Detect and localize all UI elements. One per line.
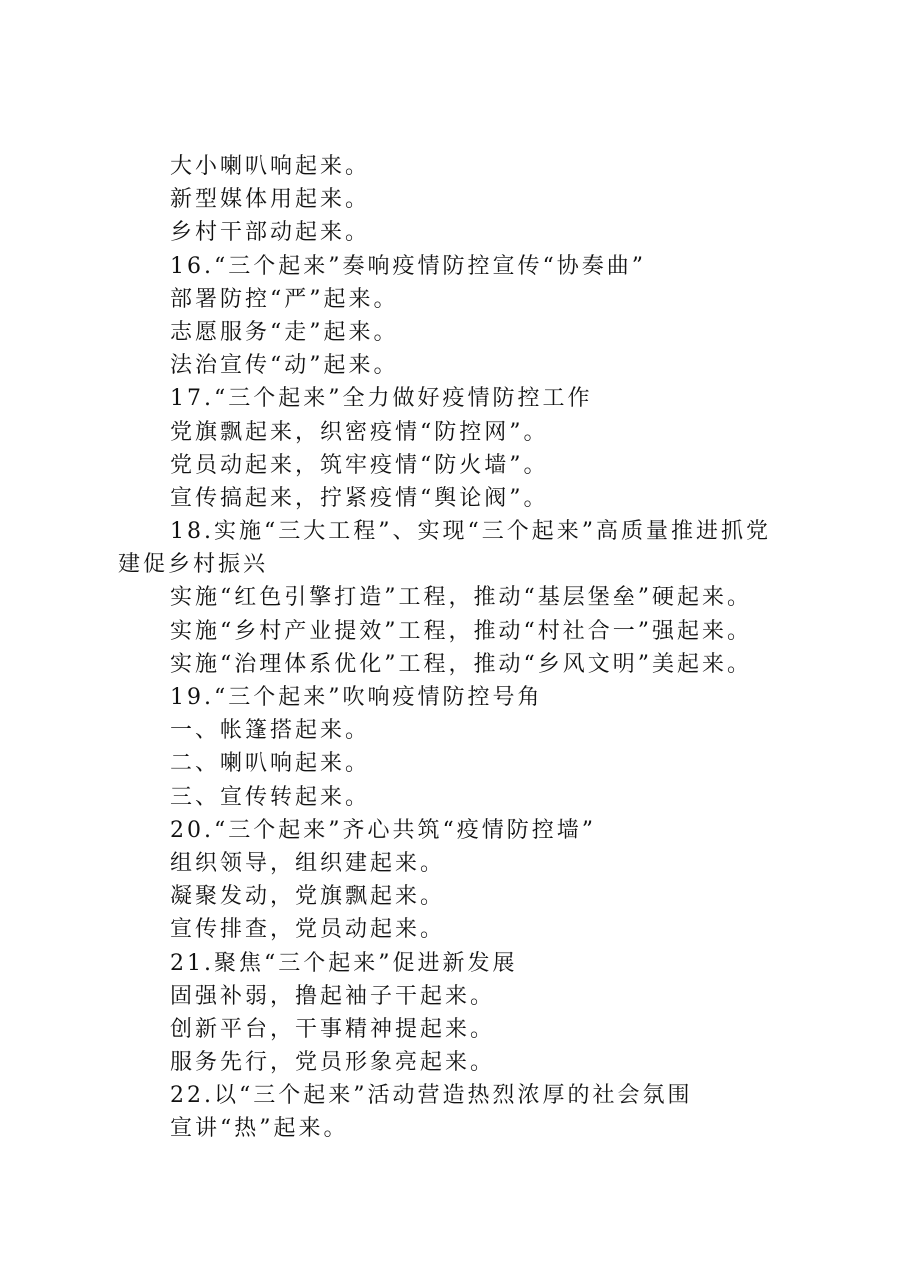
text-line: 固强补弱，撸起袖子干起来。 [170,983,496,1009]
section-heading-19: 19.“三个起来”吹响疫情防控号角 [170,685,543,710]
text-line: 服务先行，党员形象亮起来。 [170,1050,496,1076]
text-line: 二、喇叭响起来。 [170,751,371,777]
text-line: 一、帐篷搭起来。 [170,718,371,744]
text-line: 实施“乡村产业提效”工程，推动“村社合一”强起来。 [170,618,752,644]
section-heading-22: 22.以“三个起来”活动营造热烈浓厚的社会氛围 [170,1083,693,1109]
section-heading-18-continued: 建促乡村振兴 [118,552,269,578]
text-line: 凝聚发动，党旗飘起来。 [170,884,446,910]
section-heading-17: 17.“三个起来”全力做好疫情防控工作 [170,386,593,412]
text-line: 宣传搞起来，拧紧疫情“舆论阀”。 [170,485,549,511]
text-line: 新型媒体用起来。 [170,187,371,213]
text-line: 乡村干部动起来。 [170,220,371,246]
section-heading-21: 21.聚焦“三个起来”促进新发展 [170,950,518,976]
section-heading-16: 16.“三个起来”奏响疫情防控宣传“协奏曲” [170,253,646,279]
text-line: 部署防控“严”起来。 [170,286,399,312]
text-line: 党旗飘起来，织密疫情“防控网”。 [170,419,549,445]
text-line: 实施“红色引擎打造”工程，推动“基层堡垒”硬起来。 [170,585,752,611]
text-line: 宣传排查，党员动起来。 [170,917,446,943]
text-line: 法治宣传“动”起来。 [170,353,399,379]
document-body [0,150,909,1146]
text-line: 志愿服务“走”起来。 [170,319,399,345]
text-line: 党员动起来，筑牢疫情“防火墙”。 [170,452,549,478]
text-line: 组织领导，组织建起来。 [170,850,446,876]
section-heading-20: 20.“三个起来”齐心共筑“疫情防控墙” [170,817,596,843]
section-heading-18: 18.实施“三大工程”、实现“三个起来”高质量推进抓党 [170,519,771,545]
text-line: 三、宣传转起来。 [170,784,371,810]
text-line: 实施“治理体系优化”工程，推动“乡风文明”美起来。 [170,651,752,677]
text-line: 宣讲“热”起来。 [170,1116,349,1142]
text-line: 创新平台，干事精神提起来。 [170,1016,496,1042]
text-line: 大小喇叭响起来。 [170,154,371,179]
